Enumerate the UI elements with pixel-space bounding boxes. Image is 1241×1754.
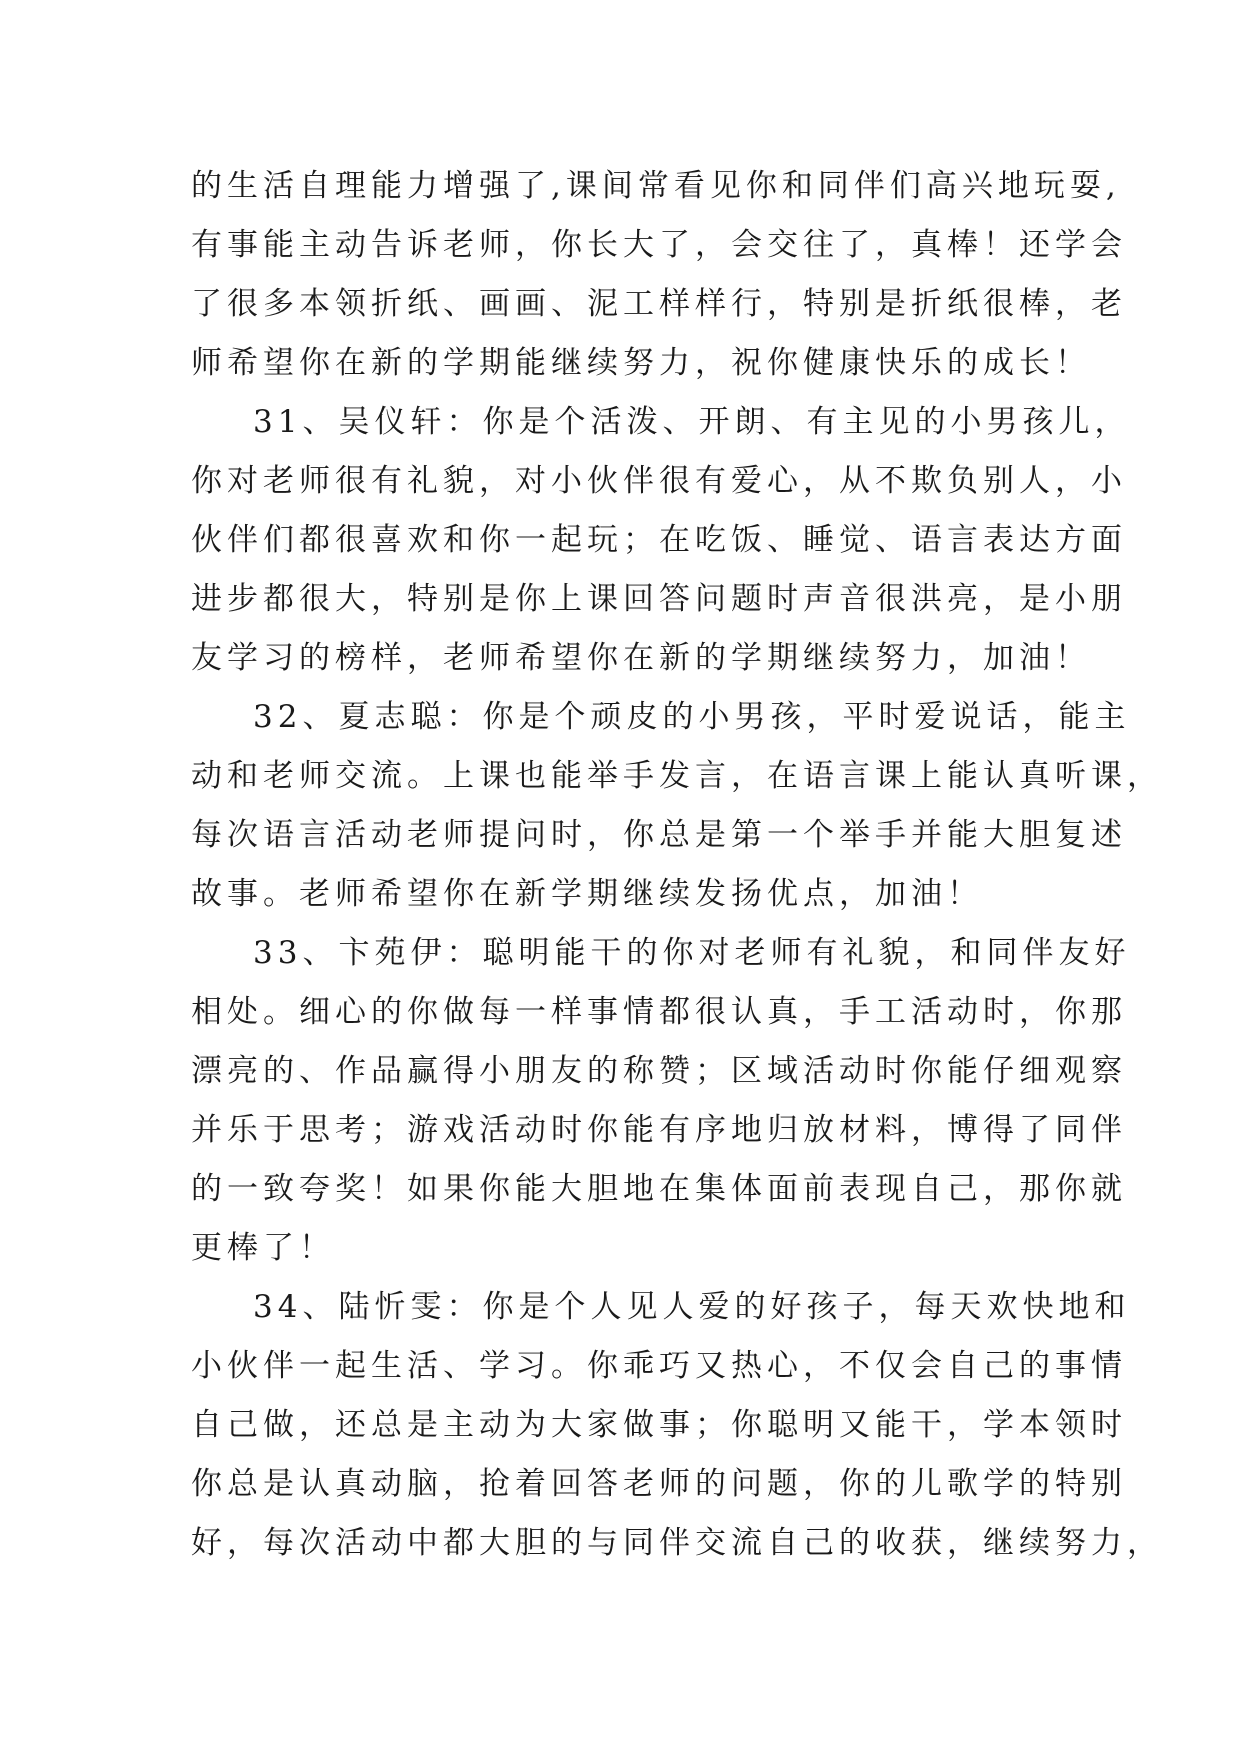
text-line: 好，每次活动中都大胆的与同伴交流自己的收获，继续努力，: [191, 1525, 1163, 1561]
text-line: 更棒了！: [191, 1230, 335, 1266]
text-line: 动和老师交流。上课也能举手发言，在语言课上能认真听课，: [191, 758, 1163, 794]
text-line: 每次语言活动老师提问时，你总是第一个举手并能大胆复述: [191, 817, 1127, 853]
text-line: 相处。细心的你做每一样事情都很认真，手工活动时，你那: [191, 994, 1127, 1030]
paragraph-start-31: 31、吴仪轩：你是个活泼、开朗、有主见的小男孩儿，: [253, 404, 1131, 440]
text-line: 友学习的榜样，老师希望你在新的学期继续努力，加油！: [191, 640, 1091, 676]
text-line: 伙伴们都很喜欢和你一起玩；在吃饭、睡觉、语言表达方面: [191, 522, 1127, 558]
text-line: 了很多本领折纸、画画、泥工样样行，特别是折纸很棒，老: [191, 286, 1127, 322]
text-line: 你对老师很有礼貌，对小伙伴很有爱心，从不欺负别人，小: [191, 463, 1127, 499]
text-line: 师希望你在新的学期能继续努力，祝你健康快乐的成长！: [191, 345, 1091, 381]
paragraph-start-34: 34、陆忻雯：你是个人见人爱的好孩子，每天欢快地和: [253, 1289, 1131, 1325]
text-line: 进步都很大，特别是你上课回答问题时声音很洪亮，是小朋: [191, 581, 1127, 617]
text-line: 的生活自理能力增强了,课间常看见你和同伴们高兴地玩耍,: [191, 168, 1121, 204]
document-body: [191, 157, 1163, 1573]
text-line: 漂亮的、作品赢得小朋友的称赞；区域活动时你能仔细观察: [191, 1053, 1127, 1089]
paragraph-start-33: 33、卞苑伊：聪明能干的你对老师有礼貌，和同伴友好: [253, 935, 1131, 971]
text-line: 有事能主动告诉老师，你长大了，会交往了，真棒！还学会: [191, 227, 1127, 263]
text-line: 故事。老师希望你在新学期继续发扬优点，加油！: [191, 876, 983, 912]
text-line: 自己做，还总是主动为大家做事；你聪明又能干，学本领时: [191, 1407, 1127, 1443]
text-line: 你总是认真动脑，抢着回答老师的问题，你的儿歌学的特别: [191, 1466, 1127, 1502]
paragraph-start-32: 32、夏志聪：你是个顽皮的小男孩，平时爱说话，能主: [253, 699, 1131, 735]
text-line: 小伙伴一起生活、学习。你乖巧又热心，不仅会自己的事情: [191, 1348, 1127, 1384]
text-line: 的一致夸奖！如果你能大胆地在集体面前表现自己，那你就: [191, 1171, 1127, 1207]
text-line: 并乐于思考；游戏活动时你能有序地归放材料，博得了同伴: [191, 1112, 1127, 1148]
